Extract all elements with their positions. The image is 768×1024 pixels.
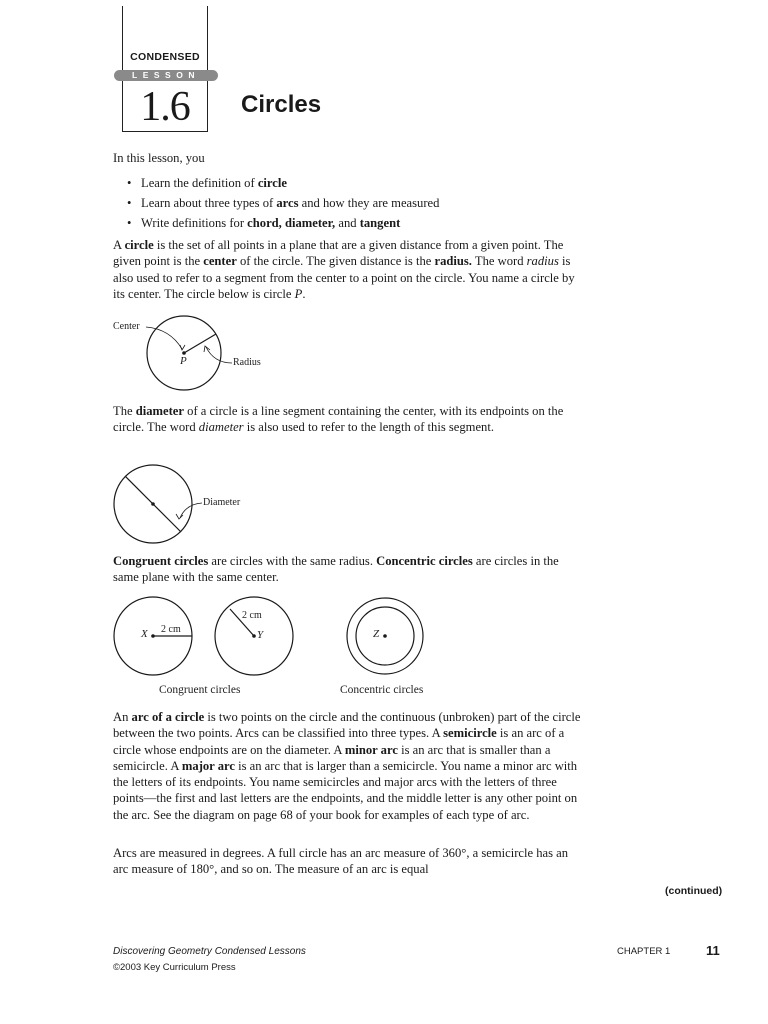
radius-x-label: 2 cm xyxy=(161,624,181,635)
center-pointer xyxy=(146,327,182,349)
footer-chapter: CHAPTER 1 xyxy=(617,946,671,957)
footer-book-title: Discovering Geometry Condensed Lessons xyxy=(113,946,306,957)
footer-copyright: ©2003 Key Curriculum Press xyxy=(113,962,236,973)
caption-concentric: Concentric circles xyxy=(340,684,424,696)
radius-pointer xyxy=(206,347,232,363)
paragraph-congruent-concentric: Congruent circles are circles with the same radius. Concentric circles are circles in the same plane with the same center. xyxy=(113,554,559,585)
point-y-label: Y xyxy=(257,629,264,641)
lesson-band: LESSON xyxy=(114,70,218,81)
center-label: Center xyxy=(113,321,140,332)
lesson-title: Circles xyxy=(241,91,322,118)
center-arrowhead xyxy=(180,345,185,350)
intro-text: In this lesson, you xyxy=(113,151,205,165)
figure-circle-p xyxy=(110,305,310,400)
condensed-label: CONDENSED xyxy=(130,51,200,63)
paragraph-arc-measure: Arcs are measured in degrees. A full circle has an arc measure of 360°, a semicircle has an arc measure of 180°, and so on. The measure of an arc is equal xyxy=(113,846,569,877)
lesson-number: 1.6 xyxy=(140,84,190,130)
goals-list xyxy=(125,173,439,233)
radius-y-label: 2 cm xyxy=(242,610,262,621)
center-point xyxy=(151,502,155,506)
paragraph-arc-definition: An arc of a circle is two points on the circle and the continuous (unbroken) part of the circle between the two points. Arcs can be classified into three types. A semicircle is an arc of a circle whose endpoints are on the diameter. A minor arc is an arc that is smaller than a semicircle. A major arc is an arc that is larger than a semicircle. You name a minor arc with the letters of its endpoints. You name semicircles and major arcs with the letters of three points—the first and last letters are the endpoints, and the middle letter is any other point on the arc. See the diagram on page 68 of your book for examples of each type of arc. xyxy=(113,710,581,822)
radius-segment xyxy=(184,334,216,353)
paragraph-diameter-definition: The diameter of a circle is a line segment containing the center, with its endpoints on the circle. The word diameter is also used to refer to the length of this segment. xyxy=(113,404,564,435)
point-p-label: P xyxy=(180,355,187,367)
point-z xyxy=(383,634,387,638)
continued-label: (continued) xyxy=(665,885,723,897)
diameter-label: Diameter xyxy=(203,497,241,508)
goal-item: • Write definitions for chord, diameter, and tangent xyxy=(125,213,439,233)
paragraph-circle-definition: A circle is the set of all points in a plane that are a given distance from a given point. The given point is the center of the circle. The given distance is the radius. The word radius is also used to refer to a segment from the center to a point on the circle. You name a circle by its center. The circle below is circle P. xyxy=(113,238,575,301)
goal-item: • Learn the definition of circle xyxy=(125,173,439,193)
point-z-label: Z xyxy=(373,628,380,640)
radius-label: Radius xyxy=(233,357,261,368)
page-number: 11 xyxy=(706,943,720,958)
figure-congruent-concentric xyxy=(110,595,440,680)
point-x-label: X xyxy=(141,628,148,640)
caption-congruent: Congruent circles xyxy=(159,684,241,696)
goal-item: • Learn about three types of arcs and how they are measured xyxy=(125,193,439,213)
